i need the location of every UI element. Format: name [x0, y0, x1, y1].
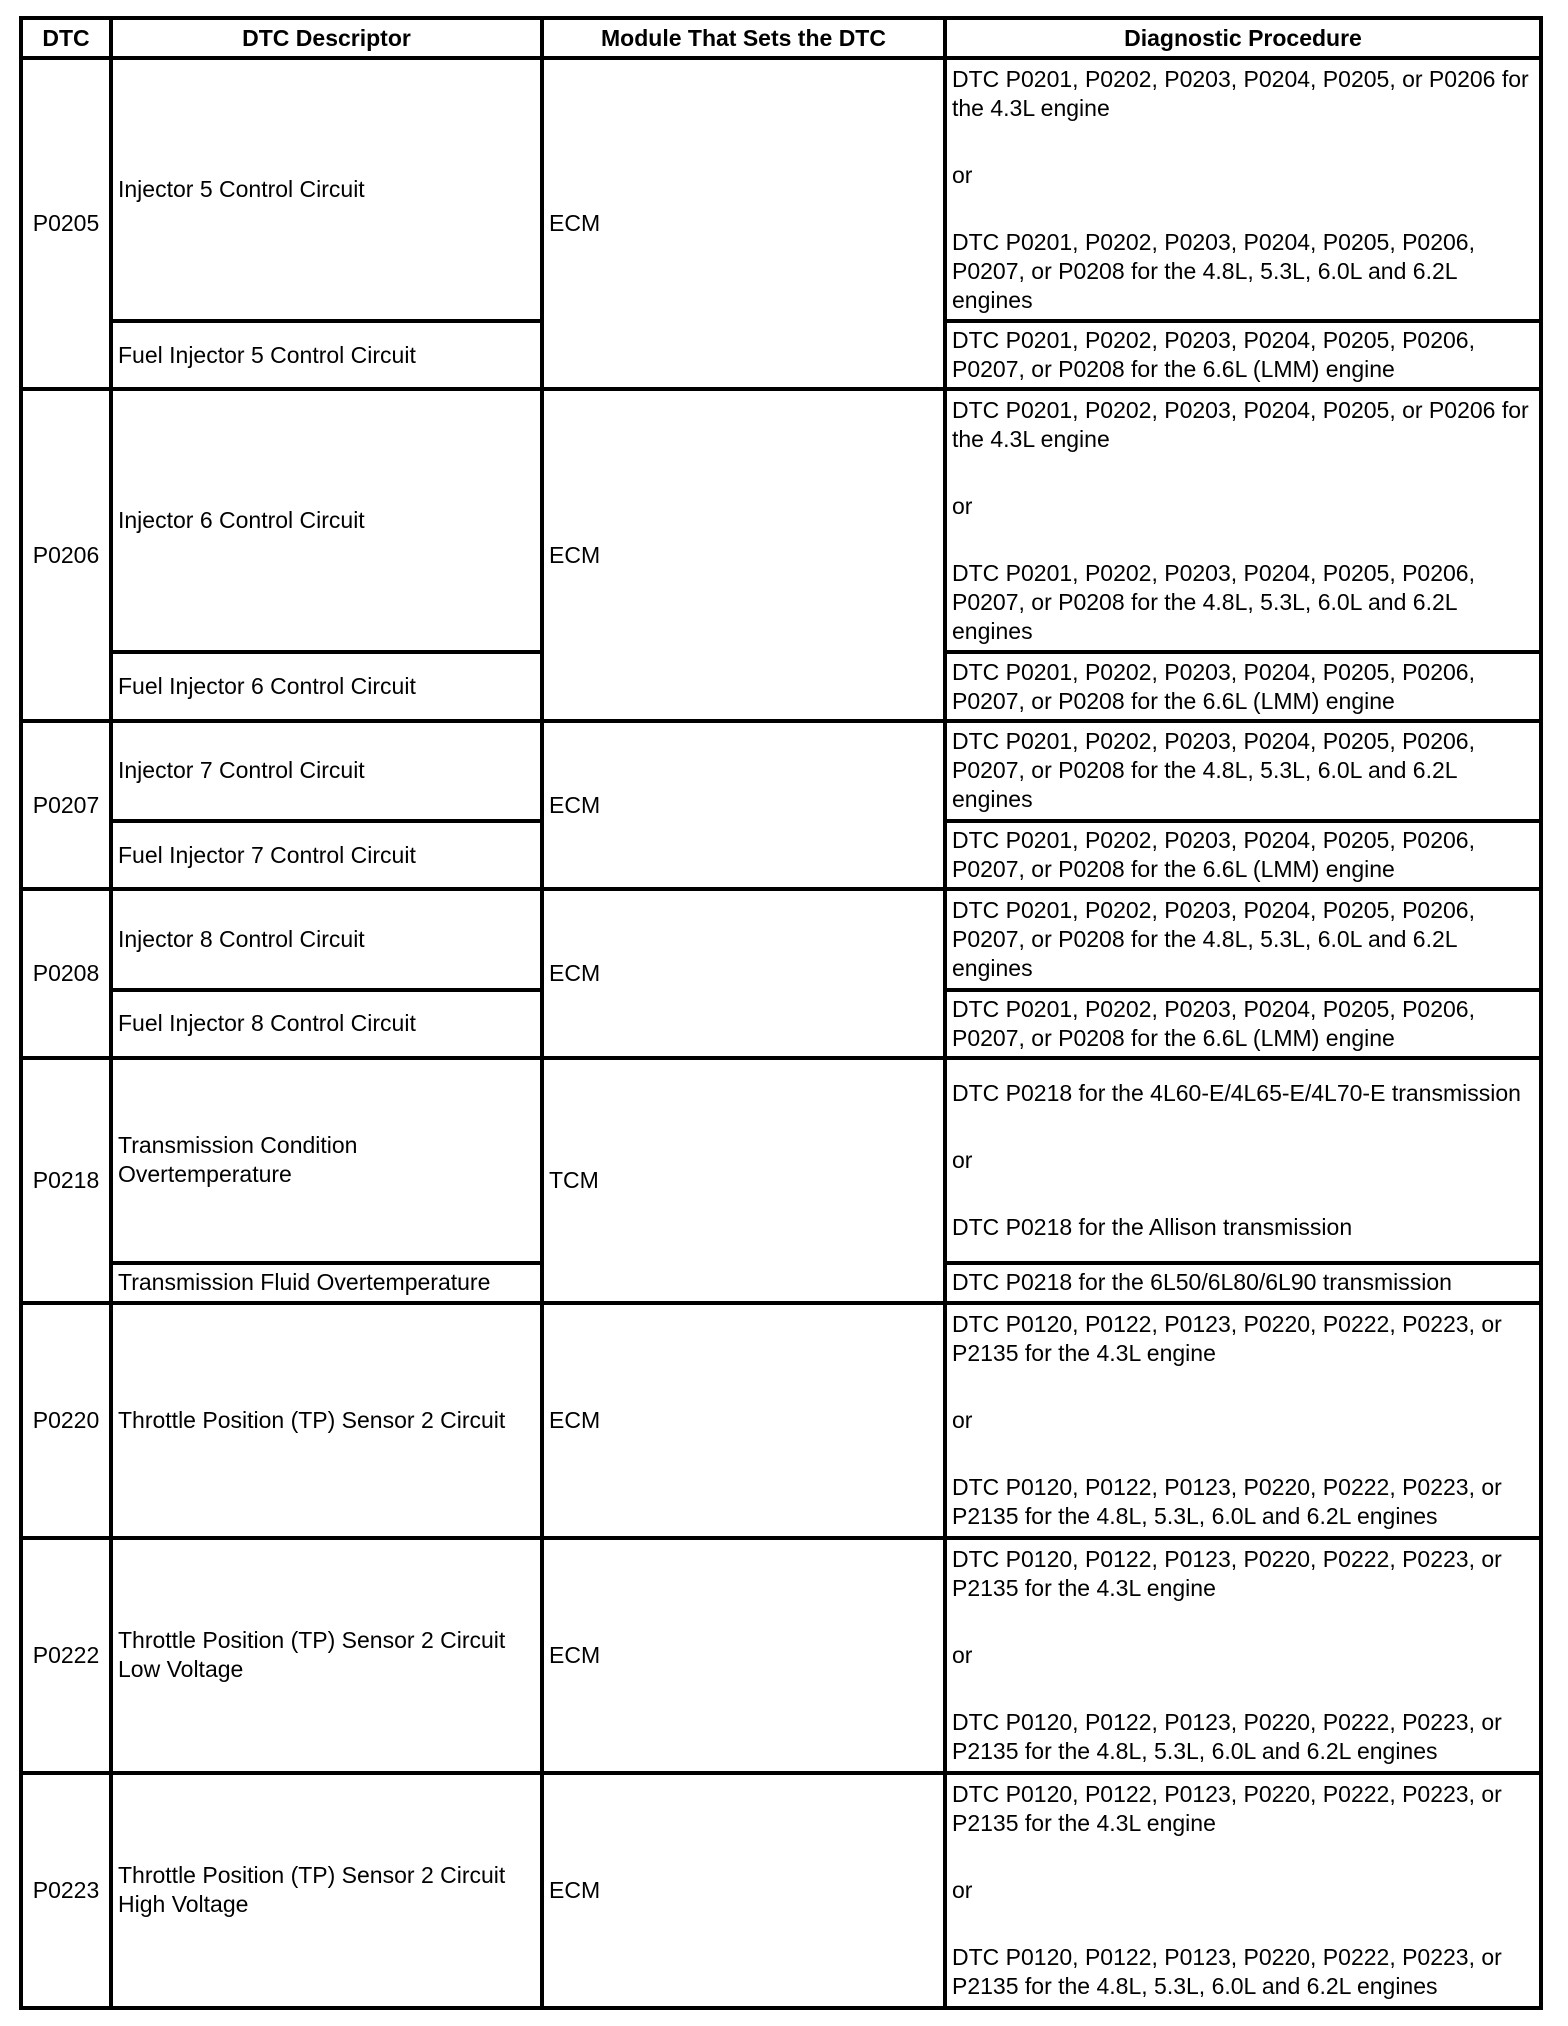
table-row — [21, 1773, 1541, 2008]
dtc-descriptor: Throttle Position (TP) Sensor 2 Circuit High Voltage — [111, 1773, 542, 2008]
procedure-line: DTC P0201, P0202, P0203, P0204, P0205, P0206, P0207, or P0208 for the 4.8L, 5.3L, 6.0L and 6.2L engines — [952, 559, 1475, 644]
procedure-line: DTC P0120, P0122, P0123, P0220, P0222, P0223, or P2135 for the 4.3L engine — [952, 1310, 1502, 1366]
procedure-line: DTC P0120, P0122, P0123, P0220, P0222, P0223, or P2135 for the 4.3L engine — [952, 1545, 1502, 1601]
procedure-line: DTC P0201, P0202, P0203, P0204, P0205, P0206, P0207, or P0208 for the 6.6L (LMM) engine — [952, 658, 1475, 714]
procedure-line: DTC P0201, P0202, P0203, P0204, P0205, P0206, P0207, or P0208 for the 4.8L, 5.3L, 6.0L and 6.2L engines — [952, 897, 1475, 982]
procedure-line: DTC P0120, P0122, P0123, P0220, P0222, P0223, or P2135 for the 4.8L, 5.3L, 6.0L and 6.2L engines — [952, 1708, 1502, 1764]
table-body — [21, 58, 1541, 2008]
diagnostic-procedure — [945, 652, 1541, 720]
module-name: ECM — [542, 389, 945, 720]
dtc-descriptor: Throttle Position (TP) Sensor 2 Circuit Low Voltage — [111, 1538, 542, 1773]
dtc-descriptor: Injector 5 Control Circuit — [111, 58, 542, 321]
dtc-descriptor: Throttle Position (TP) Sensor 2 Circuit — [111, 1303, 542, 1538]
header-descriptor: DTC Descriptor — [111, 18, 542, 58]
dtc-descriptor: Fuel Injector 8 Control Circuit — [111, 990, 542, 1058]
table-row — [21, 1538, 1541, 1773]
dtc-code: P0218 — [21, 1058, 111, 1303]
diagnostic-procedure — [945, 889, 1541, 989]
procedure-line: DTC P0201, P0202, P0203, P0204, P0205, P0206, P0207, or P0208 for the 6.6L (LMM) engine — [952, 995, 1475, 1051]
header-row — [21, 18, 1541, 58]
diagnostic-procedure — [945, 1263, 1541, 1303]
diagnostic-procedure — [945, 1538, 1541, 1773]
diagnostic-procedure — [945, 721, 1541, 821]
module-name: ECM — [542, 1538, 945, 1773]
module-name: ECM — [542, 58, 945, 389]
procedure-line: DTC P0201, P0202, P0203, P0204, P0205, P0206, P0207, or P0208 for the 4.8L, 5.3L, 6.0L and 6.2L engines — [952, 728, 1475, 813]
diagnostic-procedure — [945, 389, 1541, 652]
table-row — [21, 58, 1541, 321]
procedure-line: DTC P0218 for the 6L50/6L80/6L90 transmission — [952, 1269, 1452, 1296]
module-name: ECM — [542, 1303, 945, 1538]
procedure-line: DTC P0218 for the 4L60-E/4L65-E/4L70-E transmission — [952, 1079, 1521, 1106]
procedure-line: DTC P0201, P0202, P0203, P0204, P0205, P0206, P0207, or P0208 for the 6.6L (LMM) engine — [952, 327, 1475, 383]
diagnostic-procedure — [945, 321, 1541, 389]
module-name: ECM — [542, 1773, 945, 2008]
diagnostic-procedure — [945, 1303, 1541, 1538]
module-name: ECM — [542, 721, 945, 890]
procedure-or: or — [952, 492, 973, 519]
dtc-descriptor: Injector 6 Control Circuit — [111, 389, 542, 652]
diagnostic-procedure — [945, 821, 1541, 889]
dtc-descriptor: Fuel Injector 6 Control Circuit — [111, 652, 542, 720]
dtc-descriptor: Fuel Injector 5 Control Circuit — [111, 321, 542, 389]
dtc-descriptor: Fuel Injector 7 Control Circuit — [111, 821, 542, 889]
procedure-line: DTC P0201, P0202, P0203, P0204, P0205, or P0206 for the 4.3L engine — [952, 396, 1529, 452]
dtc-code: P0207 — [21, 721, 111, 890]
dtc-table — [19, 16, 1543, 2010]
diagnostic-procedure — [945, 1773, 1541, 2008]
procedure-line: DTC P0218 for the Allison transmission — [952, 1213, 1353, 1240]
dtc-code: P0206 — [21, 389, 111, 720]
procedure-line: DTC P0201, P0202, P0203, P0204, P0205, P0206, P0207, or P0208 for the 4.8L, 5.3L, 6.0L and 6.2L engines — [952, 228, 1475, 313]
dtc-descriptor: Injector 7 Control Circuit — [111, 721, 542, 821]
procedure-or: or — [952, 1876, 973, 1903]
diagnostic-procedure — [945, 58, 1541, 321]
module-name: TCM — [542, 1058, 945, 1303]
dtc-descriptor: Transmission Fluid Overtemperature — [111, 1263, 542, 1303]
table-row — [21, 389, 1541, 652]
procedure-or: or — [952, 1406, 973, 1433]
dtc-descriptor: Injector 8 Control Circuit — [111, 889, 542, 989]
procedure-line: DTC P0120, P0122, P0123, P0220, P0222, P0223, or P2135 for the 4.8L, 5.3L, 6.0L and 6.2L engines — [952, 1943, 1502, 1999]
diagnostic-procedure — [945, 990, 1541, 1058]
table-row — [21, 721, 1541, 821]
procedure-line: DTC P0201, P0202, P0203, P0204, P0205, P0206, P0207, or P0208 for the 6.6L (LMM) engine — [952, 827, 1475, 883]
module-name: ECM — [542, 889, 945, 1058]
dtc-code: P0208 — [21, 889, 111, 1058]
procedure-or: or — [952, 1146, 973, 1173]
header-procedure: Diagnostic Procedure — [945, 18, 1541, 58]
dtc-code: P0222 — [21, 1538, 111, 1773]
table-row — [21, 1058, 1541, 1263]
procedure-or: or — [952, 1641, 973, 1668]
diagnostic-procedure — [945, 1058, 1541, 1263]
procedure-line: DTC P0120, P0122, P0123, P0220, P0222, P0223, or P2135 for the 4.3L engine — [952, 1780, 1502, 1836]
procedure-line: DTC P0201, P0202, P0203, P0204, P0205, or P0206 for the 4.3L engine — [952, 65, 1529, 121]
dtc-code: P0220 — [21, 1303, 111, 1538]
procedure-line: DTC P0120, P0122, P0123, P0220, P0222, P0223, or P2135 for the 4.8L, 5.3L, 6.0L and 6.2L engines — [952, 1473, 1502, 1529]
header-dtc: DTC — [21, 18, 111, 58]
table-row — [21, 1303, 1541, 1538]
dtc-code: P0223 — [21, 1773, 111, 2008]
dtc-code: P0205 — [21, 58, 111, 389]
table-row — [21, 889, 1541, 989]
dtc-descriptor: Transmission Condition Overtemperature — [111, 1058, 542, 1263]
procedure-or: or — [952, 161, 973, 188]
header-module: Module That Sets the DTC — [542, 18, 945, 58]
